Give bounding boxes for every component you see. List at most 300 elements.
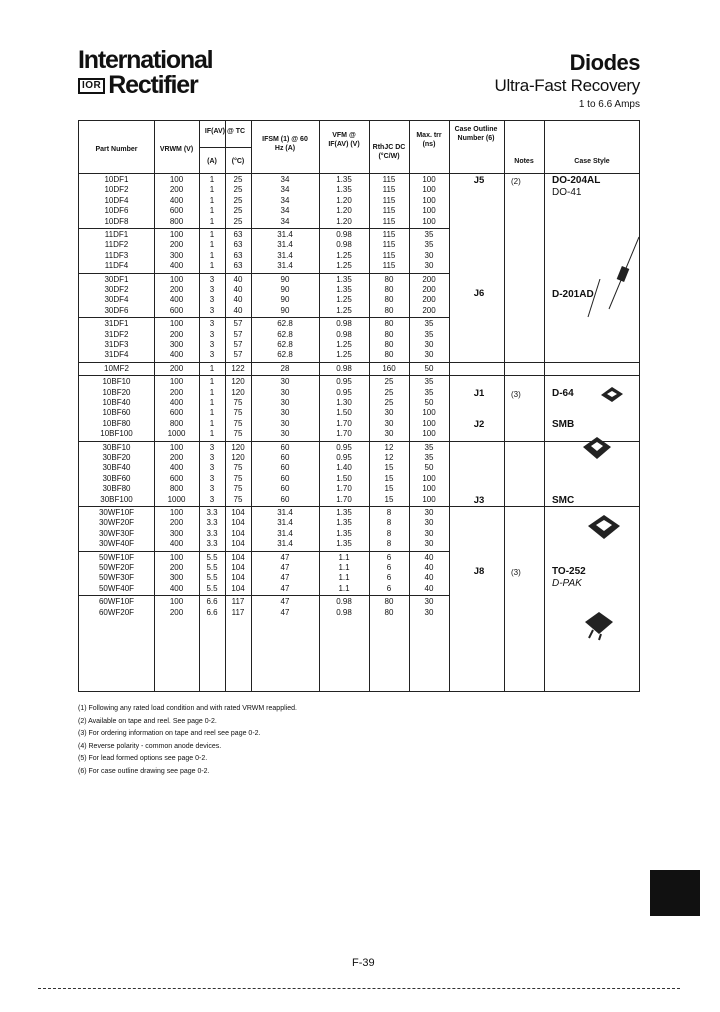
table-cell: 25: [384, 387, 394, 397]
table-cell: 1.1: [338, 573, 350, 583]
table-cell: 300: [169, 340, 184, 349]
table-cell: 1.30: [336, 398, 352, 407]
page-subtitle: Ultra-Fast Recovery: [494, 76, 640, 95]
table-cell: 300: [169, 528, 184, 538]
table-cell: 30BF100: [100, 494, 133, 504]
table-cell: 60: [280, 442, 290, 452]
table-cell: 200: [422, 295, 436, 305]
table-cell: 6: [386, 563, 392, 572]
table-cell: 30DF6: [104, 305, 129, 315]
table-cell: 3: [209, 473, 215, 483]
table-cell: 100: [422, 418, 436, 428]
footnote: (5) For lead formed options see page 0-2.: [78, 755, 208, 762]
table-cell: 800: [169, 484, 184, 494]
table-cell: 100: [169, 175, 184, 184]
table-cell: 600: [169, 206, 184, 216]
table-cell: 80: [384, 305, 394, 315]
table-cell: 3: [209, 319, 215, 329]
table-cell: 1.25: [336, 305, 352, 315]
table-cell: 8: [386, 518, 392, 528]
table-cell: 800: [169, 216, 184, 226]
table-cell: 200: [169, 563, 184, 572]
table-cell: 75: [233, 408, 243, 418]
table-cell: 40: [424, 573, 434, 583]
table-cell: 1.20: [336, 195, 352, 205]
table-cell: 100: [169, 377, 184, 387]
table-cell: 1.35: [336, 274, 352, 284]
table-cell: 3: [209, 305, 215, 315]
table-cell: 115: [382, 240, 396, 250]
table-cell: 90: [280, 274, 290, 284]
table-cell: 104: [231, 508, 245, 517]
table-cell: 115: [382, 216, 396, 226]
table-cell: 75: [233, 398, 243, 407]
table-cell: 120: [231, 387, 245, 397]
table-cell: 3: [209, 274, 215, 284]
table-cell: 10BF40: [102, 398, 131, 407]
table-cell: 34: [280, 195, 290, 205]
table-cell: 0.95: [336, 387, 352, 397]
table-cell: 50: [424, 398, 434, 407]
header-vrwm: VRWM (V): [159, 146, 194, 153]
table-cell: 3: [209, 340, 215, 349]
table-cell: 1: [209, 195, 215, 205]
table-cell: 31.4: [277, 539, 293, 549]
table-cell: 1: [209, 240, 215, 250]
table-cell: 3: [209, 442, 215, 452]
table-cell: 90: [280, 305, 290, 315]
table-cell: 31.4: [277, 240, 293, 250]
style-do204al: [552, 175, 600, 199]
note-j5: (2): [511, 177, 521, 186]
table-cell: 0.98: [336, 319, 352, 329]
table-cell: 400: [169, 539, 184, 549]
table-cell: 40: [424, 563, 434, 572]
table-cell: 1: [209, 363, 215, 373]
table-cell: 60WF10F: [98, 597, 135, 607]
table-cell: 30: [280, 398, 290, 407]
table-cell: 122: [231, 363, 245, 373]
table-cell: 1.70: [336, 484, 352, 494]
table-cell: 35: [424, 240, 434, 250]
table-cell: 100: [169, 442, 184, 452]
table-cell: 75: [233, 429, 243, 439]
table-cell: 104: [231, 573, 245, 583]
table-cell: 1.25: [336, 340, 352, 349]
table-cell: 80: [384, 285, 394, 294]
table-cell: 3: [209, 463, 215, 473]
table-cell: 80: [384, 274, 394, 284]
table-cell: 300: [169, 573, 184, 583]
table-cell: 104: [231, 528, 245, 538]
table-cell: 10BF80: [102, 418, 131, 428]
note-j1: (3): [511, 390, 521, 399]
table-cell: 600: [169, 408, 184, 418]
table-cell: 104: [231, 539, 245, 549]
table-cell: 115: [382, 261, 396, 271]
table-cell: 11DF4: [104, 261, 129, 271]
header-outline: Case Outline Number (6): [454, 126, 498, 142]
table-cell: 100: [169, 597, 184, 607]
page-title: Diodes: [569, 50, 640, 75]
table-cell: 35: [424, 319, 434, 329]
table-cell: 11DF1: [104, 230, 129, 239]
table-cell: 8: [386, 528, 392, 538]
table-cell: 3: [209, 484, 215, 494]
footnote: (4) Reverse polarity - common anode devices.: [78, 742, 222, 750]
style-do41-name: DO-41: [552, 187, 582, 198]
table-cell: 100: [169, 230, 184, 239]
table-cell: 100: [422, 408, 436, 418]
table-cell: 1.40: [336, 463, 352, 473]
table-cell: 0.98: [336, 230, 352, 239]
table-cell: 200: [169, 607, 184, 617]
table-cell: 40: [233, 285, 243, 294]
table-cell: 117: [231, 607, 245, 617]
table-cell: 35: [424, 387, 434, 397]
axial-diode-icon: [599, 233, 649, 313]
table-cell: 25: [233, 216, 243, 226]
table-cell: 75: [233, 473, 243, 483]
table-cell: 40: [424, 583, 434, 593]
table-cell: 10DF4: [104, 195, 129, 205]
table-cell: 57: [233, 329, 243, 339]
table-cell: 30: [424, 350, 434, 360]
table-cell: 11DF2: [104, 240, 129, 250]
table-cell: 1.35: [336, 508, 352, 517]
table-cell: 50WF10F: [98, 552, 135, 562]
footnote: (6) For case outline drawing see page 0-2.: [78, 767, 210, 775]
table-cell: 200: [169, 387, 184, 397]
table-cell: 1.25: [336, 295, 352, 305]
table-cell: 10MF2: [104, 363, 129, 373]
table-cell: 30WF30F: [98, 528, 135, 538]
table-cell: 30: [280, 377, 290, 387]
smb-package-icon: [579, 433, 615, 463]
table-cell: 30: [424, 528, 434, 538]
table-cell: 3: [209, 453, 215, 462]
table-cell: 30: [424, 607, 434, 617]
outline-j1: J1: [473, 388, 485, 399]
table-cell: 104: [231, 518, 245, 528]
table-cell: 600: [169, 305, 184, 315]
table-cell: 6.6: [206, 607, 218, 617]
table-cell: 115: [382, 175, 396, 184]
table-cell: 31DF3: [104, 340, 129, 349]
footnote: (2) Available on tape and reel. See page 0-2.: [78, 717, 217, 725]
table-cell: 15: [384, 494, 394, 504]
table-cell: 120: [231, 442, 245, 452]
table-cell: 30: [424, 518, 434, 528]
header-ifav-c: (°C): [231, 158, 245, 165]
table-cell: 50: [424, 463, 434, 473]
table-cell: 15: [384, 473, 394, 483]
table-cell: 35: [424, 453, 434, 462]
table-cell: 25: [233, 175, 243, 184]
table-cell: 57: [233, 340, 243, 349]
table-cell: 3: [209, 329, 215, 339]
table-cell: 62.8: [277, 340, 293, 349]
table-cell: 1: [209, 261, 215, 271]
table-cell: 10DF2: [104, 185, 129, 195]
table-cell: 115: [382, 230, 396, 239]
style-smb: SMB: [552, 419, 575, 430]
table-cell: 5.5: [206, 573, 218, 583]
table-cell: 30DF4: [104, 295, 129, 305]
table-cell: 400: [169, 350, 184, 360]
table-cell: 30DF1: [104, 274, 129, 284]
outline-j8: J8: [473, 566, 485, 577]
table-cell: 30: [424, 508, 434, 517]
style-do204al-name: DO-204AL: [552, 175, 601, 186]
table-cell: 80: [384, 597, 394, 607]
table-cell: 400: [169, 463, 184, 473]
table-cell: 0.98: [336, 607, 352, 617]
table-cell: 50: [424, 363, 434, 373]
table-cell: 1000: [167, 494, 186, 504]
table-cell: 30: [424, 250, 434, 260]
table-cell: 25: [384, 377, 394, 387]
table-cell: 1.20: [336, 216, 352, 226]
table-cell: 63: [233, 240, 243, 250]
table-cell: 62.8: [277, 329, 293, 339]
table-cell: 1: [209, 185, 215, 195]
brand-rectifier: Rectifier: [108, 71, 198, 99]
header-notes: Notes: [514, 158, 534, 165]
table-cell: 62.8: [277, 319, 293, 329]
table-cell: 3.3: [206, 539, 218, 549]
table-cell: 1.35: [336, 518, 352, 528]
table-cell: 0.98: [336, 597, 352, 607]
table-cell: 300: [169, 250, 184, 260]
table-cell: 0.98: [336, 363, 352, 373]
header-trr: Max. trr (ns): [416, 132, 442, 148]
table-cell: 60WF20F: [98, 607, 135, 617]
table-cell: 75: [233, 463, 243, 473]
table-cell: 3: [209, 494, 215, 504]
table-cell: 200: [169, 518, 184, 528]
table-cell: 40: [233, 295, 243, 305]
table-cell: 5.5: [206, 583, 218, 593]
table-cell: 30: [280, 408, 290, 418]
table-cell: 100: [422, 206, 436, 216]
table-cell: 104: [231, 552, 245, 562]
note-j8: (3): [511, 568, 521, 577]
table-cell: 1.70: [336, 429, 352, 439]
table-cell: 3.3: [206, 528, 218, 538]
table-cell: 1.70: [336, 418, 352, 428]
table-cell: 90: [280, 295, 290, 305]
table-cell: 1.35: [336, 175, 352, 184]
table-cell: 35: [424, 377, 434, 387]
table-cell: 0.95: [336, 442, 352, 452]
style-to252: [552, 566, 586, 590]
table-cell: 47: [280, 573, 290, 583]
table-cell: 35: [424, 230, 434, 239]
table-cell: 25: [233, 185, 243, 195]
table-cell: 30: [424, 340, 434, 349]
table-cell: 1.35: [336, 185, 352, 195]
table-cell: 400: [169, 583, 184, 593]
dpak-package-icon: [579, 606, 619, 642]
table-cell: 100: [422, 216, 436, 226]
table-cell: 80: [384, 329, 394, 339]
table-cell: 47: [280, 607, 290, 617]
table-cell: 50WF20F: [98, 563, 135, 572]
table-cell: 100: [422, 175, 436, 184]
table-cell: 90: [280, 285, 290, 294]
table-cell: 12: [384, 453, 394, 462]
table-cell: 100: [422, 185, 436, 195]
table-cell: 115: [382, 250, 396, 260]
table-cell: 400: [169, 398, 184, 407]
table-cell: 31.4: [277, 528, 293, 538]
table-cell: 6: [386, 573, 392, 583]
table-cell: 60: [280, 453, 290, 462]
table-cell: 30BF60: [102, 473, 131, 483]
table-cell: 50WF30F: [98, 573, 135, 583]
table-cell: 100: [422, 429, 436, 439]
table-cell: 30: [384, 418, 394, 428]
outline-j3: J3: [473, 495, 485, 506]
table-cell: 120: [231, 377, 245, 387]
table-cell: 75: [233, 418, 243, 428]
brand-line1: International: [78, 46, 213, 74]
table-cell: 30WF20F: [98, 518, 135, 528]
table-cell: 60: [280, 494, 290, 504]
table-cell: 115: [382, 185, 396, 195]
table-cell: 3.3: [206, 518, 218, 528]
table-cell: 200: [169, 185, 184, 195]
table-cell: 1.35: [336, 285, 352, 294]
table-cell: 104: [231, 583, 245, 593]
table-cell: 63: [233, 261, 243, 271]
table-cell: 100: [422, 494, 436, 504]
table-cell: 10BF60: [102, 408, 131, 418]
table-cell: 100: [422, 195, 436, 205]
table-cell: 25: [384, 398, 394, 407]
table-cell: 1.1: [338, 583, 350, 593]
table-cell: 100: [169, 274, 184, 284]
table-cell: 1.1: [338, 552, 350, 562]
table-cell: 15: [384, 484, 394, 494]
table-cell: 3.3: [206, 508, 218, 517]
table-cell: 3: [209, 350, 215, 360]
header-part: Part Number: [95, 146, 138, 153]
table-cell: 104: [231, 563, 245, 572]
table-cell: 1.20: [336, 206, 352, 216]
header-ifsm: IFSM (1) @ 60 Hz (A): [262, 136, 308, 152]
table-cell: 47: [280, 583, 290, 593]
table-cell: 40: [233, 305, 243, 315]
table-cell: 15: [384, 463, 394, 473]
table-cell: 3: [209, 295, 215, 305]
header-style: Case Style: [574, 158, 610, 165]
table-cell: 0.98: [336, 240, 352, 250]
table-cell: 1.70: [336, 494, 352, 504]
table-cell: 0.95: [336, 453, 352, 462]
table-cell: 34: [280, 185, 290, 195]
table-cell: 34: [280, 206, 290, 216]
table-cell: 80: [384, 295, 394, 305]
table-cell: 80: [384, 340, 394, 349]
table-cell: 34: [280, 216, 290, 226]
table-cell: 3: [209, 285, 215, 294]
ior-logo: IOR: [78, 78, 105, 94]
table-cell: 600: [169, 473, 184, 483]
table-cell: 40: [424, 552, 434, 562]
table-cell: 30DF2: [104, 285, 129, 294]
table-cell: 63: [233, 230, 243, 239]
table-cell: 31DF2: [104, 329, 129, 339]
table-cell: 200: [422, 274, 436, 284]
table-cell: 800: [169, 418, 184, 428]
table-cell: 30: [280, 418, 290, 428]
table-cell: 10BF10: [102, 377, 131, 387]
table-cell: 1: [209, 250, 215, 260]
table-cell: 35: [424, 442, 434, 452]
table-cell: 75: [233, 494, 243, 504]
diode-table: [78, 120, 640, 692]
header-rth: RthJC DC (°C/W): [372, 144, 406, 160]
smc-package-icon: [584, 511, 624, 543]
table-cell: 200: [169, 285, 184, 294]
d64-package-icon: [597, 383, 627, 405]
table-cell: 47: [280, 563, 290, 572]
table-cell: 31.4: [277, 250, 293, 260]
table-cell: 31DF1: [104, 319, 129, 329]
table-cell: 47: [280, 597, 290, 607]
table-cell: 5.5: [206, 563, 218, 572]
table-cell: 60: [280, 484, 290, 494]
table-cell: 200: [169, 329, 184, 339]
table-cell: 400: [169, 195, 184, 205]
table-cell: 80: [384, 607, 394, 617]
table-cell: 50WF40F: [98, 583, 135, 593]
style-dpak-name: D-PAK: [552, 578, 582, 589]
table-cell: 75: [233, 484, 243, 494]
table-cell: 160: [382, 363, 396, 373]
style-to252-name: TO-252: [552, 566, 586, 577]
table-cell: 1.50: [336, 408, 352, 418]
table-cell: 1.50: [336, 473, 352, 483]
outline-j6: J6: [473, 288, 485, 299]
table-cell: 10DF8: [104, 216, 129, 226]
table-cell: 1: [209, 387, 215, 397]
table-cell: 62.8: [277, 350, 293, 360]
table-cell: 400: [169, 261, 184, 271]
table-cell: 117: [231, 597, 245, 607]
table-cell: 1.35: [336, 528, 352, 538]
table-cell: 1: [209, 398, 215, 407]
table-cell: 30WF10F: [98, 508, 135, 517]
table-cell: 57: [233, 350, 243, 360]
table-cell: 28: [280, 363, 290, 373]
table-cell: 10DF1: [104, 175, 129, 184]
table-cell: 1.35: [336, 539, 352, 549]
outline-j5: J5: [473, 175, 485, 186]
table-cell: 200: [422, 305, 436, 315]
style-d64: D-64: [552, 388, 574, 399]
table-cell: 25: [233, 195, 243, 205]
table-cell: 1: [209, 377, 215, 387]
table-cell: 30BF20: [102, 453, 131, 462]
table-cell: 1: [209, 230, 215, 239]
table-cell: 30: [384, 408, 394, 418]
amp-range: 1 to 6.6 Amps: [578, 99, 640, 110]
table-cell: 30BF80: [102, 484, 131, 494]
table-cell: 115: [382, 195, 396, 205]
